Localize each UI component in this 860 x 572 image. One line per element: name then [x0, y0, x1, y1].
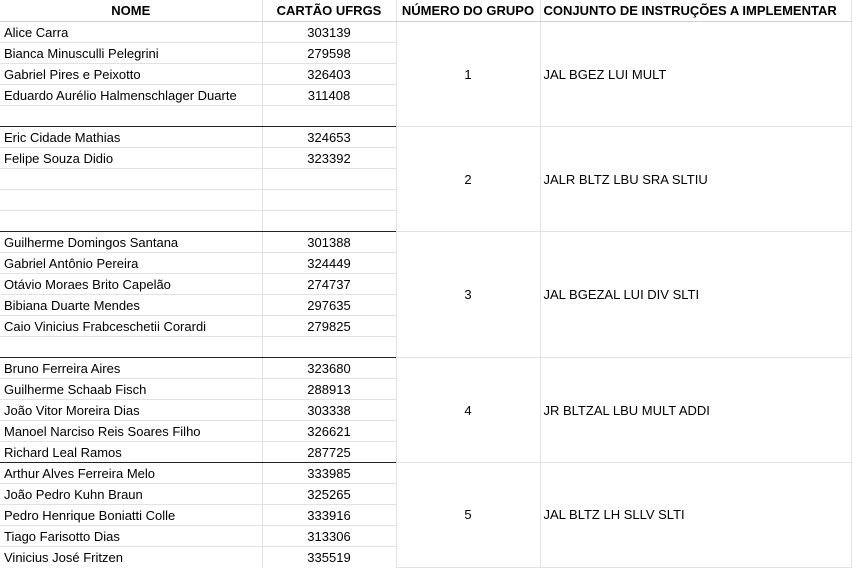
- instructions-cell[interactable]: JALR BLTZ LBU SRA SLTIU: [540, 127, 851, 232]
- name-cell[interactable]: [0, 337, 262, 358]
- name-cell[interactable]: Bianca Minusculli Pelegrini: [0, 43, 262, 64]
- name-cell[interactable]: Tiago Farisotto Dias: [0, 526, 262, 547]
- card-cell[interactable]: 326403: [262, 64, 396, 85]
- name-cell[interactable]: [0, 106, 262, 127]
- name-cell[interactable]: Eduardo Aurélio Halmenschlager Duarte: [0, 85, 262, 106]
- card-cell[interactable]: [262, 169, 396, 190]
- name-cell[interactable]: João Vitor Moreira Dias: [0, 400, 262, 421]
- group-number-cell[interactable]: 4: [396, 358, 540, 463]
- card-cell[interactable]: 313306: [262, 526, 396, 547]
- card-cell[interactable]: 335519: [262, 547, 396, 568]
- name-cell[interactable]: Eric Cidade Mathias: [0, 127, 262, 148]
- table-row: [0, 22, 851, 43]
- card-cell[interactable]: 333916: [262, 505, 396, 526]
- name-cell[interactable]: Guilherme Domingos Santana: [0, 232, 262, 253]
- group-number-cell[interactable]: 2: [396, 127, 540, 232]
- card-cell[interactable]: 288913: [262, 379, 396, 400]
- name-cell[interactable]: João Pedro Kuhn Braun: [0, 484, 262, 505]
- card-cell[interactable]: [262, 211, 396, 232]
- name-cell[interactable]: Pedro Henrique Boniatti Colle: [0, 505, 262, 526]
- name-cell[interactable]: Arthur Alves Ferreira Melo: [0, 463, 262, 484]
- header-card[interactable]: CARTÃO UFRGS: [262, 0, 396, 22]
- card-cell[interactable]: 297635: [262, 295, 396, 316]
- name-cell[interactable]: Gabriel Pires e Peixotto: [0, 64, 262, 85]
- card-cell[interactable]: [262, 337, 396, 358]
- card-cell[interactable]: 324653: [262, 127, 396, 148]
- name-cell[interactable]: Vinicius José Fritzen: [0, 547, 262, 568]
- group-number-cell[interactable]: 1: [396, 22, 540, 127]
- card-cell[interactable]: 303139: [262, 22, 396, 43]
- card-cell[interactable]: 326621: [262, 421, 396, 442]
- card-cell[interactable]: [262, 106, 396, 127]
- table-row: [0, 463, 851, 484]
- group-number-cell[interactable]: 3: [396, 232, 540, 358]
- card-cell[interactable]: 303338: [262, 400, 396, 421]
- name-cell[interactable]: Bibiana Duarte Mendes: [0, 295, 262, 316]
- name-cell[interactable]: Caio Vinicius Frabceschetii Corardi: [0, 316, 262, 337]
- name-cell[interactable]: [0, 190, 262, 211]
- card-cell[interactable]: 323392: [262, 148, 396, 169]
- name-cell[interactable]: [0, 211, 262, 232]
- name-cell[interactable]: [0, 169, 262, 190]
- header-group-number[interactable]: NÚMERO DO GRUPO: [396, 0, 540, 22]
- header-instructions[interactable]: CONJUNTO DE INSTRUÇÕES A IMPLEMENTAR: [540, 0, 851, 22]
- group-number-cell[interactable]: 5: [396, 463, 540, 568]
- name-cell[interactable]: Gabriel Antônio Pereira: [0, 253, 262, 274]
- card-cell[interactable]: 274737: [262, 274, 396, 295]
- header-row: [0, 0, 851, 22]
- card-cell[interactable]: 279825: [262, 316, 396, 337]
- card-cell[interactable]: [262, 190, 396, 211]
- table-row: [0, 127, 851, 148]
- instructions-cell[interactable]: JAL BGEZ LUI MULT: [540, 22, 851, 127]
- card-cell[interactable]: 325265: [262, 484, 396, 505]
- instructions-cell[interactable]: JAL BLTZ LH SLLV SLTI: [540, 463, 851, 568]
- card-cell[interactable]: 333985: [262, 463, 396, 484]
- name-cell[interactable]: Bruno Ferreira Aires: [0, 358, 262, 379]
- name-cell[interactable]: Manoel Narciso Reis Soares Filho: [0, 421, 262, 442]
- table-row: [0, 358, 851, 379]
- table-row: [0, 232, 851, 253]
- header-name[interactable]: NOME: [0, 0, 262, 22]
- name-cell[interactable]: Guilherme Schaab Fisch: [0, 379, 262, 400]
- card-cell[interactable]: 301388: [262, 232, 396, 253]
- instructions-cell[interactable]: JAL BGEZAL LUI DIV SLTI: [540, 232, 851, 358]
- instructions-cell[interactable]: JR BLTZAL LBU MULT ADDI: [540, 358, 851, 463]
- name-cell[interactable]: Felipe Souza Didio: [0, 148, 262, 169]
- card-cell[interactable]: 287725: [262, 442, 396, 463]
- name-cell[interactable]: Otávio Moraes Brito Capelão: [0, 274, 262, 295]
- name-cell[interactable]: Richard Leal Ramos: [0, 442, 262, 463]
- name-cell[interactable]: Alice Carra: [0, 22, 262, 43]
- card-cell[interactable]: 311408: [262, 85, 396, 106]
- card-cell[interactable]: 279598: [262, 43, 396, 64]
- card-cell[interactable]: 323680: [262, 358, 396, 379]
- card-cell[interactable]: 324449: [262, 253, 396, 274]
